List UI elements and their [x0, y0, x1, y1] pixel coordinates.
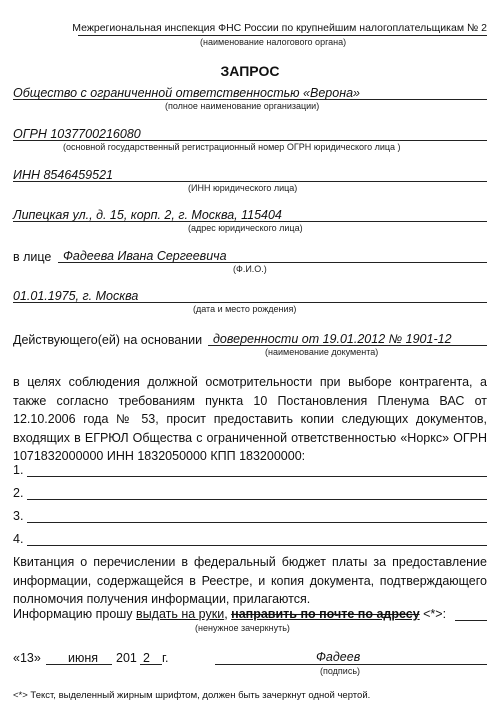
list-line-4 — [27, 545, 487, 546]
inn-underline — [13, 181, 487, 182]
date-day: «13» — [13, 651, 41, 665]
delivery-hint: (ненужное зачеркнуть) — [195, 623, 290, 633]
birth-hint: (дата и место рождения) — [193, 304, 297, 314]
tax-authority-underline — [78, 35, 487, 36]
org-name-value: Общество с ограниченной ответственностью «Верона» — [13, 86, 360, 100]
request-paragraph: в целях соблюдения должной осмотрительности при выборе контрагента, а также согласно требованиям пункта 10 Постановления Пленума ВАС от 12.10.2006 года № 53, просит предоставить копии следующих документов, входящих в ЕГРЮЛ Общества с ограниченной ответственностью «Норкс» ОГРН 1071832000000 ИНН 1832050000 КПП 183200000: — [13, 375, 487, 463]
delivery-prefix: Информацию прошу — [13, 607, 137, 621]
list-number-2: 2. — [13, 486, 24, 500]
org-name-hint: (полное наименование организации) — [165, 101, 320, 111]
basis-underline — [208, 345, 487, 346]
date-day-blank — [46, 664, 62, 665]
tax-authority-hint: (наименование налогового органа) — [200, 37, 347, 47]
signature-hint: (подпись) — [320, 666, 361, 676]
ogrn-hint: (основной государственный регистрационный номер ОГРН юридического лица ) — [63, 142, 401, 152]
delivery-option-hand: выдать на руки — [136, 607, 225, 621]
inn-hint: (ИНН юридического лица) — [188, 183, 298, 193]
inn-value: ИНН 8546459521 — [13, 168, 113, 182]
delivery-option-mail: направить по почте по адресу — [231, 607, 420, 621]
basis-hint: (наименование документа) — [265, 347, 379, 357]
person-value: Фадеева Ивана Сергеевича — [63, 249, 227, 263]
address-hint: (адрес юридического лица) — [188, 223, 303, 233]
delivery-underline — [455, 620, 487, 621]
receipt-paragraph: Квитанция о перечислении в федеральный бюджет платы за предоставление информации, содержащейся в Реестре, и копия документа, подтверждающего полномочия получения информации, прилагаются. — [13, 555, 487, 606]
delivery-suffix: <*>: — [419, 607, 447, 621]
date-year-prefix: 201 — [116, 651, 137, 665]
signature-name: Фадеев — [316, 650, 361, 664]
date-year-suffix: 2 — [143, 651, 150, 665]
basis-prefix: Действующего(ей) на основании — [13, 333, 203, 347]
birth-value: 01.01.1975, г. Москва — [13, 289, 139, 303]
signature-underline — [215, 664, 487, 665]
footnote: <*> Текст, выделенный жирным шрифтом, должен быть зачеркнут одной чертой. — [13, 690, 371, 701]
list-number-3: 3. — [13, 509, 24, 523]
ogrn-value: ОГРН 1037700216080 — [13, 127, 141, 141]
person-hint: (Ф.И.О.) — [233, 264, 267, 274]
delivery-line — [13, 607, 446, 621]
person-underline — [58, 262, 487, 263]
basis-value: доверенности от 19.01.2012 № 1901-12 — [213, 332, 452, 346]
date-month-underline — [62, 664, 112, 665]
address-value: Липецкая ул., д. 15, корп. 2, г. Москва, 115404 — [13, 208, 282, 222]
birth-underline — [13, 302, 487, 303]
list-number-1: 1. — [13, 463, 24, 477]
list-line-2 — [27, 499, 487, 500]
document-title: ЗАПРОС — [220, 63, 280, 79]
ogrn-underline — [13, 140, 487, 141]
org-name-underline — [13, 99, 487, 100]
address-underline — [13, 221, 487, 222]
list-line-1 — [27, 476, 487, 477]
delivery-sep: , — [224, 607, 232, 621]
person-prefix: в лице — [13, 250, 52, 264]
date-year-end: г. — [162, 651, 169, 665]
date-year-underline — [140, 664, 162, 665]
list-line-3 — [27, 522, 487, 523]
tax-authority-name: Межрегиональная инспекция ФНС России по крупнейшим налогоплательщикам № 2 — [72, 22, 487, 34]
list-number-4: 4. — [13, 532, 24, 546]
date-month: июня — [68, 651, 99, 665]
